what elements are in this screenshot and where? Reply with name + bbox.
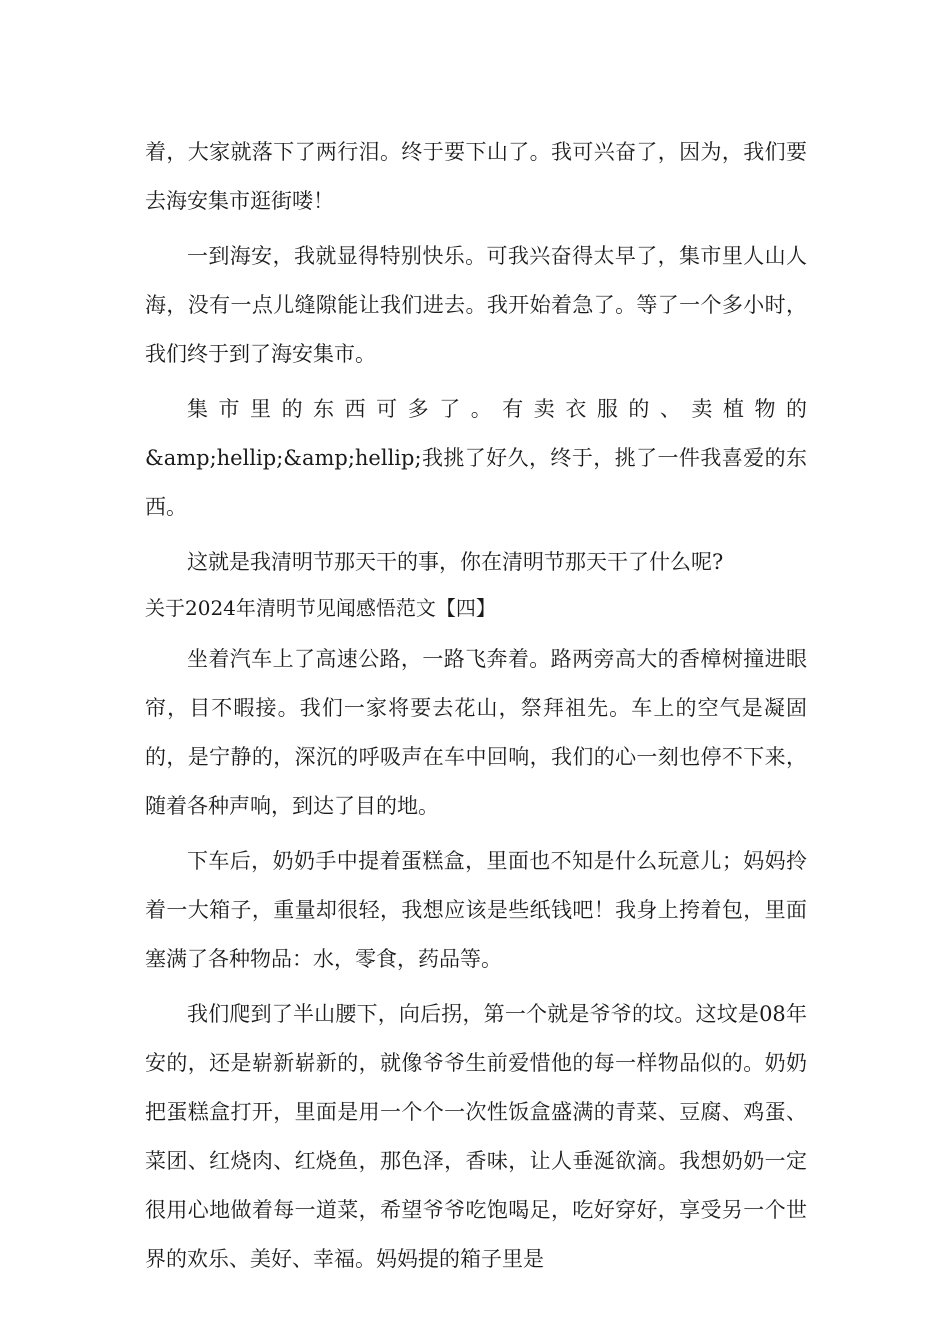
- paragraph-2: 一到海安，我就显得特别快乐。可我兴奋得太早了，集市里人山人海，没有一点儿缝隙能让我们进去。我开始着急了。等了一个多小时，我们终于到了海安集市。: [145, 244, 807, 366]
- paragraph-3: 集市里的东西可多了。有卖衣服的、卖植物的&amp;hellip;&amp;hellip;我挑了好久，终于，挑了一件我喜爱的东西。: [145, 397, 807, 519]
- paragraph-6: 下车后，奶奶手中提着蛋糕盒，里面也不知是什么玩意儿；妈妈拎着一大箱子，重量却很轻，我想应该是些纸钱吧！我身上挎着包，里面塞满了各种物品：水，零食，药品等。: [145, 849, 807, 971]
- paragraph-1: 着，大家就落下了两行泪。终于要下山了。我可兴奋了，因为，我们要去海安集市逛街喽！: [145, 140, 807, 213]
- paragraph-5: 坐着汽车上了高速公路，一路飞奔着。路两旁高大的香樟树撞进眼帘，目不暇接。我们一家将要去花山，祭拜祖先。车上的空气是凝固的，是宁静的，深沉的呼吸声在车中回响，我们的心一刻也停不下来，随着各种声响，到达了目的地。: [145, 647, 807, 818]
- section-heading: 关于2024年清明节见闻感悟范文【四】: [145, 596, 496, 620]
- document-body: [145, 128, 807, 1290]
- paragraph-7: 我们爬到了半山腰下，向后拐，第一个就是爷爷的坟。这坟是08年安的，还是崭新崭新的，就像爷爷生前爱惜他的每一样物品似的。奶奶把蛋糕盒打开，里面是用一个个一次性饭盒盛满的青菜、豆腐、鸡蛋、菜团、红烧肉、红烧鱼，那色泽，香味，让人垂涎欲滴。我想奶奶一定很用心地做着每一道菜，希望爷爷吃饱喝足，吃好穿好，享受另一个世界的欢乐、美好、幸福。妈妈提的箱子里是: [145, 1002, 807, 1271]
- paragraph-4: 这就是我清明节那天干的事，你在清明节那天干了什么呢?: [187, 550, 724, 574]
